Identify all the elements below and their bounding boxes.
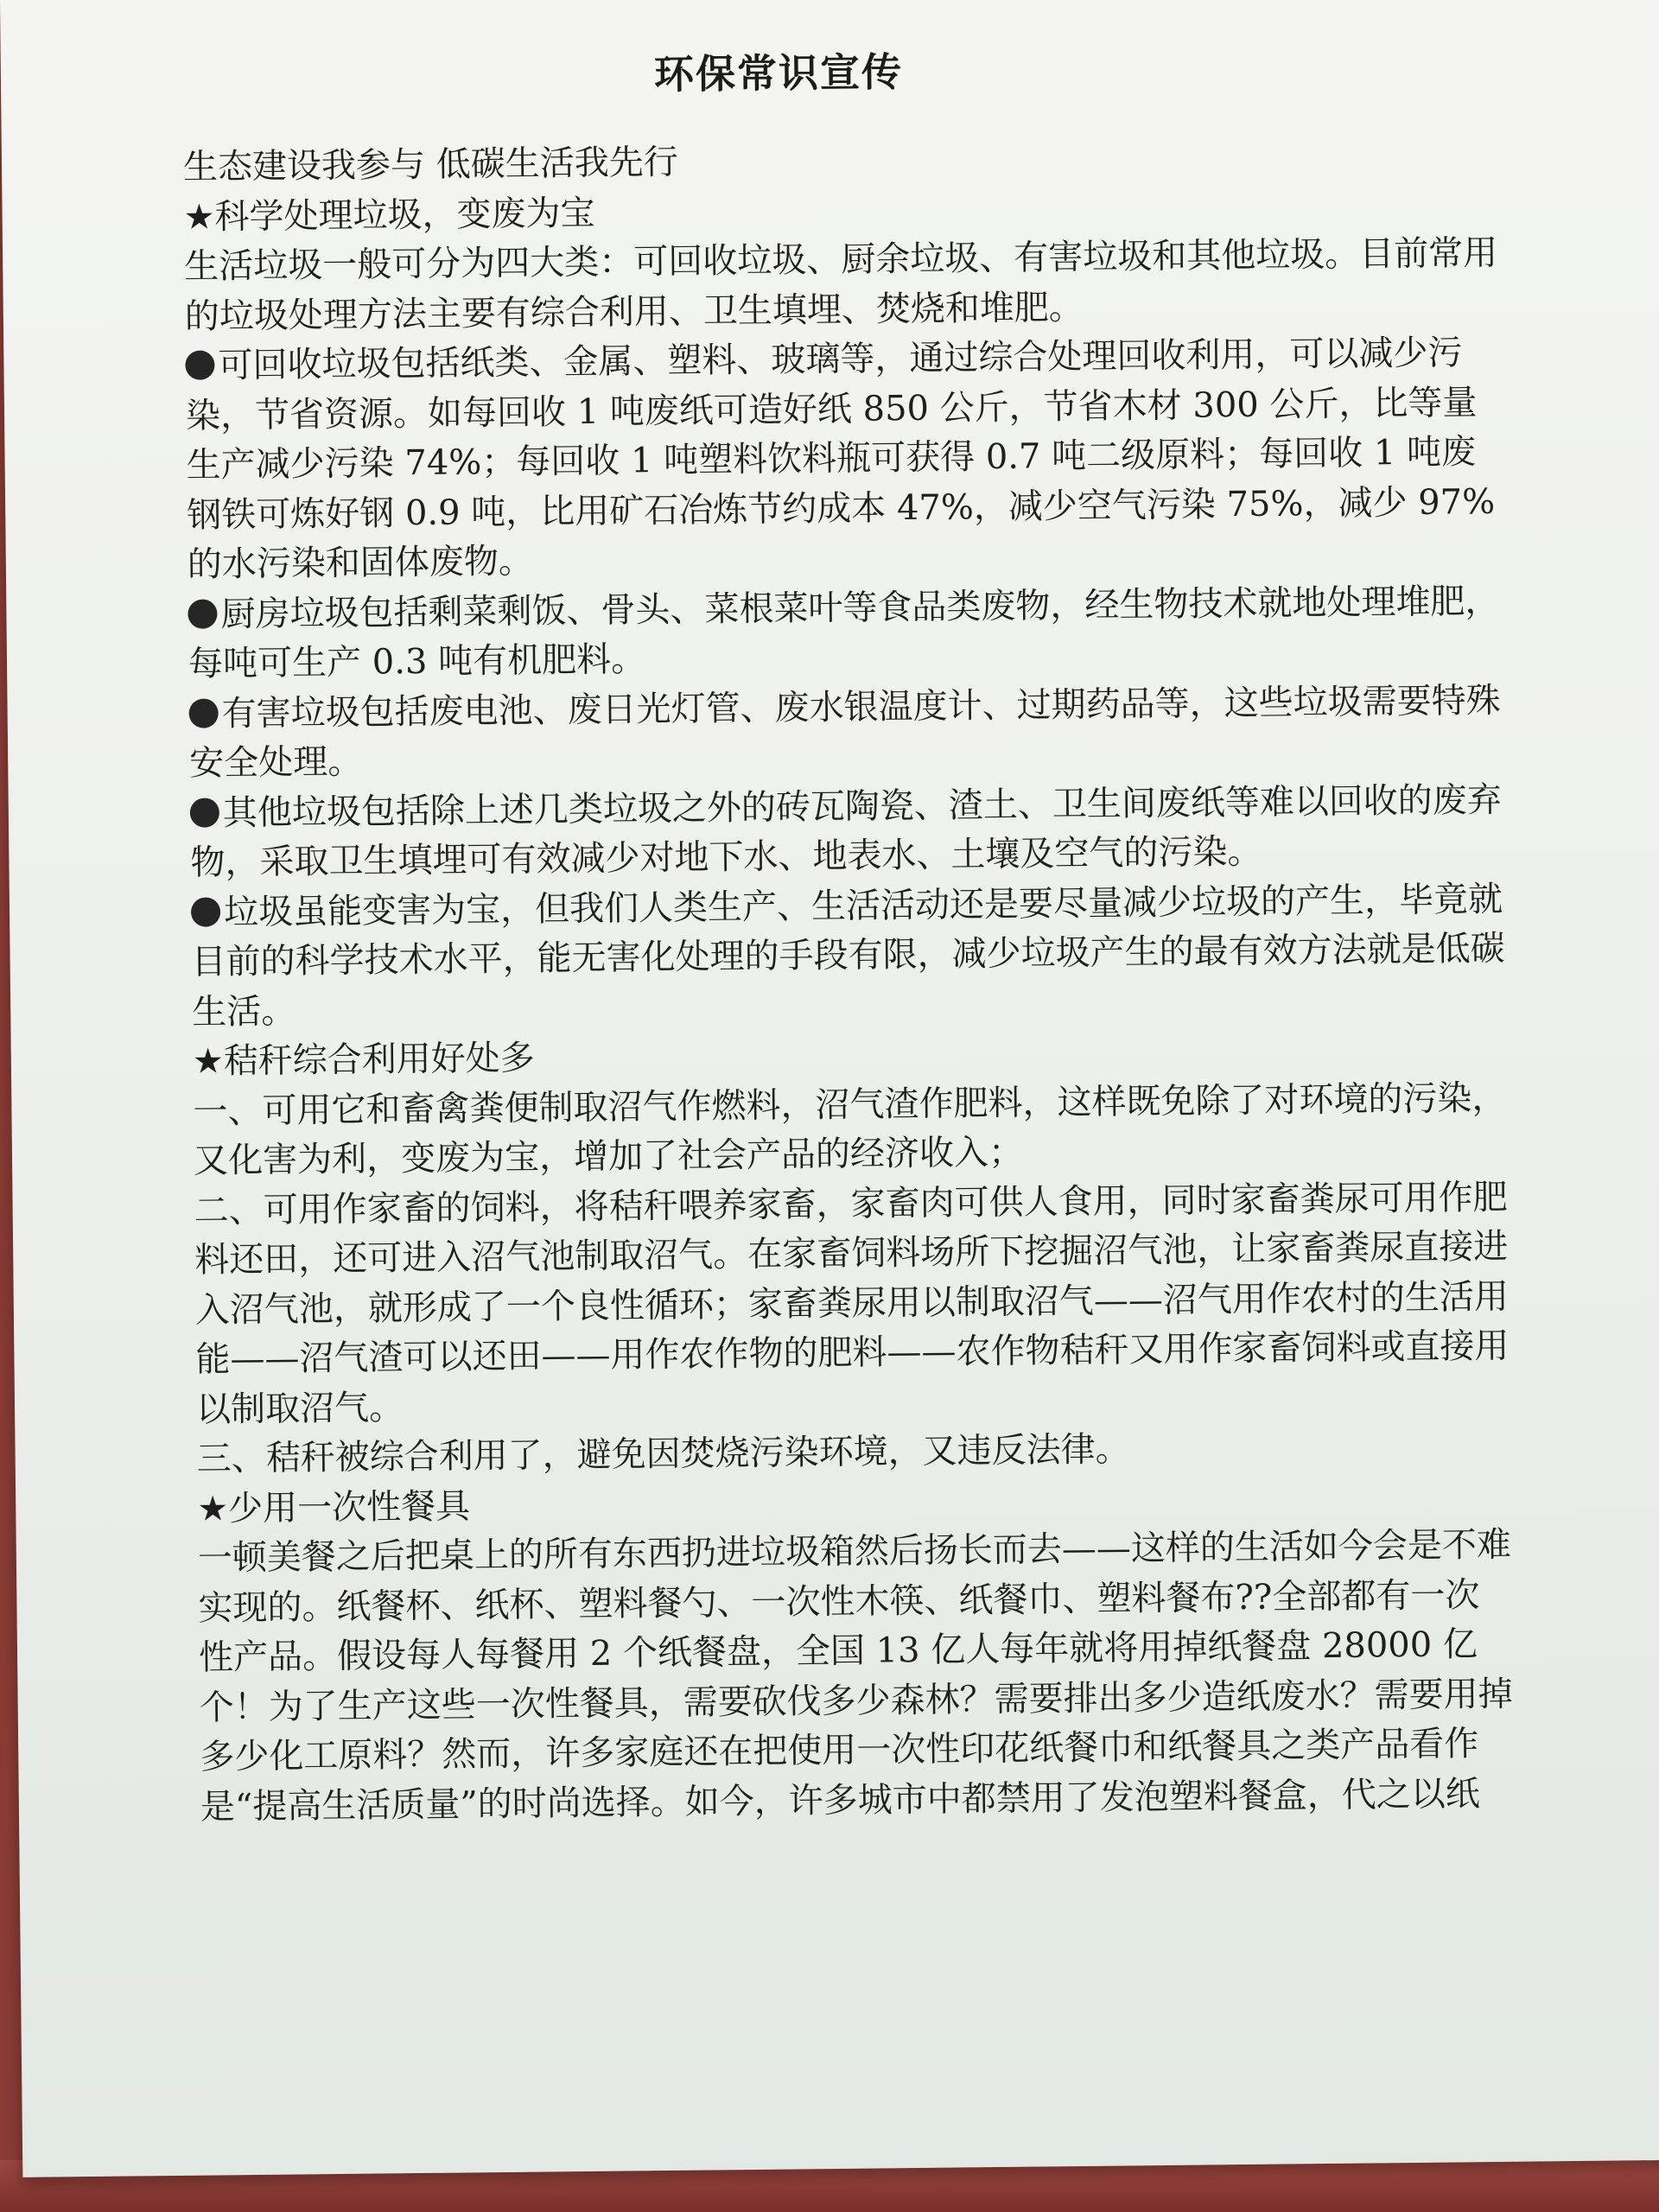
bullet-item-hazardous bbox=[188, 676, 1503, 789]
bullet-dot-icon bbox=[191, 897, 220, 926]
waste-intro-paragraph: 生活垃圾一般可分为四大类：可回收垃圾、厨余垃圾、有害垃圾和其他垃圾。目前常用的垃圾处理方法主要有综合利用、卫生填埋、焚烧和堆肥。 bbox=[184, 232, 1498, 337]
bullet-item-reduce bbox=[191, 874, 1506, 1037]
bullet-text: 可回收垃圾包括纸类、金属、塑料、玻璃等，通过综合处理回收利用，可以减少污染，节省资源。如每回收 1 吨废纸可造好纸 850 公斤，节省木材 300 公斤，比等量生产减少污染 74%；每回收 1 吨塑料饮料瓶可获得 0.7 吨二级原料；每回收 1 吨废钢铁可炼好钢 0.9 吨，比用矿石冶炼节约成本 47%，减少空气污染 75%，减少 97%的水污染和固体废物。 bbox=[185, 333, 1496, 585]
section-heading-tableware: ★少用一次性餐具 bbox=[197, 1485, 471, 1529]
document-title: 环保常识宣传 bbox=[653, 48, 904, 99]
bullet-text: 有害垃圾包括废电池、废日光灯管、废水银温度计、过期药品等，这些垃圾需要特殊安全处理。 bbox=[189, 680, 1501, 784]
straw-item-2: 二、可用作家畜的饲料，将秸秆喂养家畜，家畜肉可供人食用，同时家畜粪尿可用作肥料还田，还可进入沼气池制取沼气。在家畜饲料场所下挖掘沼气池，让家畜粪尿直接进入沼气池，就形成了一个良性循环；家畜粪尿用以制取沼气——沼气用作农村的生活用能——沼气渣可以还田——用作农作物的肥料——农作物秸秆又用作家畜饲料或直接用以制取沼气。 bbox=[194, 1177, 1510, 1430]
bullet-dot-icon bbox=[190, 798, 219, 827]
bullet-text: 其他垃圾包括除上述几类垃圾之外的砖瓦陶瓷、渣土、卫生间废纸等难以回收的废弃物，采取卫生填埋可有效减少对地下水、地表水、土壤及空气的污染。 bbox=[190, 779, 1503, 883]
bullet-item-recyclable bbox=[185, 328, 1501, 590]
straw-item-1: 一、可用它和畜禽粪便制取沼气作燃料，沼气渣作肥料，这样既免除了对环境的污染，又化害为利，变废为宝，增加了社会产品的经济收入； bbox=[193, 1077, 1507, 1181]
bullet-item-other bbox=[190, 775, 1504, 888]
section-heading-waste: ★科学处理垃圾，变废为宝 bbox=[183, 193, 595, 238]
bullet-text: 厨房垃圾包括剩菜剩饭、骨头、菜根菜叶等食品类废物，经生物技术就地处理堆肥，每吨可生产 0.3 吨有机肥料。 bbox=[188, 581, 1500, 684]
bullet-dot-icon bbox=[185, 350, 214, 379]
slogan-line: 生态建设我参与 低碳生活我先行 bbox=[182, 142, 678, 188]
section-heading-straw: ★秸秆综合利用好处多 bbox=[192, 1038, 535, 1082]
document-body bbox=[183, 130, 1514, 1833]
bullet-item-kitchen bbox=[188, 576, 1502, 690]
bullet-dot-icon bbox=[188, 599, 217, 628]
bullet-text: 垃圾虽能变害为宝，但我们人类生产、生活活动还是要尽量减少垃圾的产生，毕竟就目前的科学技术水平，能无害化处理的手段有限，减少垃圾产生的最有效方法就是低碳生活。 bbox=[191, 879, 1505, 1033]
tableware-paragraph: 一顿美餐之后把桌上的所有东西扔进垃圾箱然后扬长而去——这样的生活如今会是不难实现的。纸餐杯、纸杯、塑料餐勺、一次性木筷、纸餐巾、塑料餐布??全部都有一次性产品。假设每人每餐用 2 个纸餐盘，全国 13 亿人每年就将用掉纸餐盘 28000 亿个！为了生产这些一次性餐具，需要砍伐多少森林？需要排出多少造纸废水？需要用掉多少化工原料？然而，许多家庭还在把使用一次性印花纸餐巾和纸餐具之类产品看作是“提高生活质量”的时尚选择。如今，许多城市中都禁用了发泡塑料餐盒，代之以纸 bbox=[197, 1524, 1513, 1827]
bullet-dot-icon bbox=[188, 698, 218, 728]
straw-item-3: 三、秸秆被综合利用了，避免因焚烧污染环境，又违反法律。 bbox=[196, 1429, 1130, 1479]
